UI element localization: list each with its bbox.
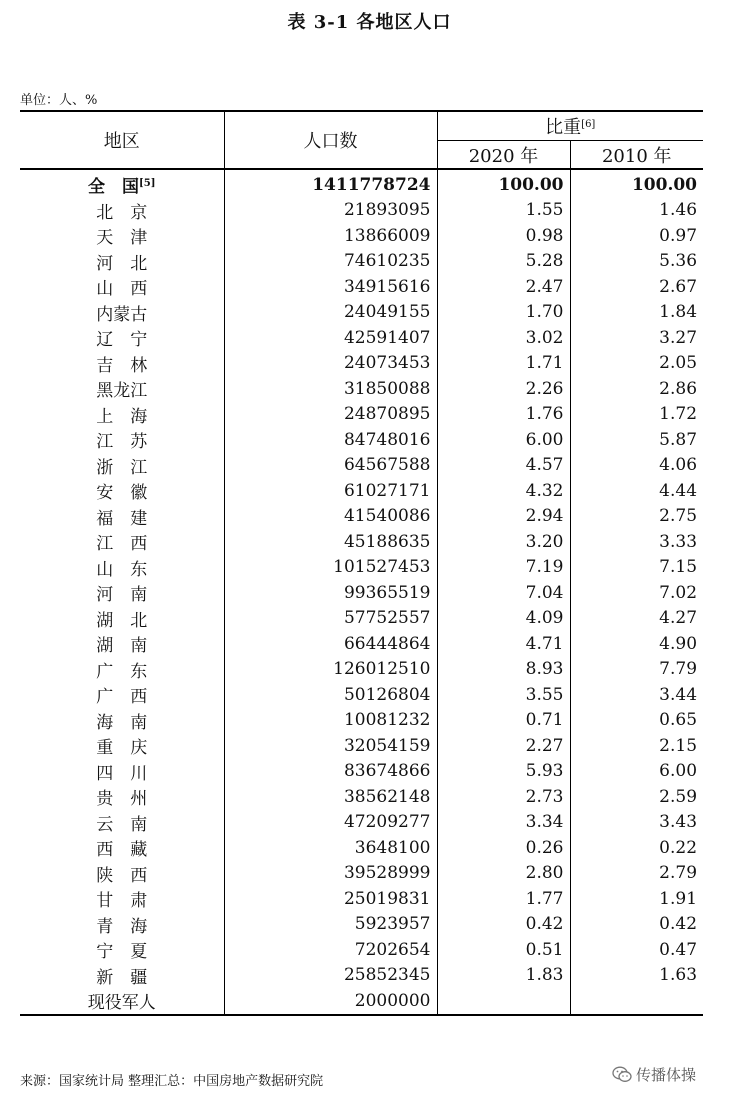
share-2010-cell: 100.00	[631, 174, 698, 195]
region-cell	[20, 657, 224, 683]
region-cell	[20, 402, 224, 428]
share-2020-cell: 0.98	[437, 223, 570, 249]
table-row	[20, 912, 703, 938]
share-2020-cell: 0.71	[437, 708, 570, 734]
population-cell: 24049155	[224, 300, 437, 326]
share-2010-cell: 2.05	[659, 353, 698, 374]
share-2010-cell: 5.36	[659, 251, 698, 272]
population-cell: 13866009	[224, 223, 437, 249]
region-cell	[20, 784, 224, 810]
population-cell: 2000000	[224, 988, 437, 1015]
table-row	[20, 963, 703, 989]
share-2020-cell: 4.57	[437, 453, 570, 479]
population-cell: 7202654	[224, 937, 437, 963]
population-cell: 126012510	[224, 657, 437, 683]
share-2010-cell: 3.33	[659, 531, 698, 552]
share-2020-cell: 4.71	[437, 631, 570, 657]
share-2010-cell: 0.42	[659, 914, 698, 935]
table-row	[20, 988, 703, 1015]
share-2020-cell	[437, 988, 570, 1015]
region-name: 黑龙江	[96, 381, 148, 402]
population-cell: 42591407	[224, 325, 437, 351]
share-2020-cell: 1.76	[437, 402, 570, 428]
population-cell: 24870895	[224, 402, 437, 428]
share-2010-cell: 2.67	[659, 276, 698, 297]
share-2010-cell: 4.90	[659, 633, 698, 654]
region-name: 辽 宁	[96, 330, 148, 351]
share-2020-cell: 2.26	[437, 376, 570, 402]
region-cell	[20, 223, 224, 249]
share-2010-cell: 2.59	[659, 786, 698, 807]
unit-label: 单位：人、%	[20, 93, 98, 108]
share-2010-cell: 4.44	[659, 480, 698, 501]
share-2020-cell: 5.28	[437, 249, 570, 275]
share-2020-cell: 1.55	[437, 198, 570, 224]
share-note: [6]	[581, 119, 596, 130]
table-row	[20, 249, 703, 275]
share-2020-cell: 0.26	[437, 835, 570, 861]
region-name: 贵 州	[96, 789, 148, 810]
population-cell: 61027171	[224, 478, 437, 504]
population-cell: 10081232	[224, 708, 437, 734]
share-2020-cell: 3.02	[437, 325, 570, 351]
region-name: 现役军人	[87, 993, 156, 1014]
share-2010-cell: 0.65	[659, 710, 698, 731]
population-cell: 24073453	[224, 351, 437, 377]
table-row	[20, 376, 703, 402]
region-cell	[20, 325, 224, 351]
table-row	[20, 169, 703, 198]
region-cell	[20, 835, 224, 861]
share-2010-cell: 4.27	[659, 608, 698, 629]
share-2010-cell: 3.44	[659, 684, 698, 705]
population-cell: 41540086	[224, 504, 437, 530]
population-table	[20, 110, 703, 1016]
population-cell: 32054159	[224, 733, 437, 759]
table-row	[20, 861, 703, 887]
share-2020-cell: 2.47	[437, 274, 570, 300]
share-2020-cell: 1.70	[437, 300, 570, 326]
share-2020-cell: 3.34	[437, 810, 570, 836]
table-row	[20, 555, 703, 581]
population-cell: 66444864	[224, 631, 437, 657]
share-2020-cell: 2.73	[437, 784, 570, 810]
share-2020-cell: 3.20	[437, 529, 570, 555]
table-row	[20, 198, 703, 224]
population-cell: 5923957	[224, 912, 437, 938]
region-cell	[20, 376, 224, 402]
table-row	[20, 606, 703, 632]
region-name: 广 西	[96, 687, 148, 708]
share-2010-cell: 2.75	[659, 506, 698, 527]
region-cell	[20, 631, 224, 657]
table-row	[20, 453, 703, 479]
share-2020-cell: 0.42	[437, 912, 570, 938]
region-cell	[20, 963, 224, 989]
table-row	[20, 529, 703, 555]
share-2020-cell: 4.32	[437, 478, 570, 504]
watermark	[612, 1064, 696, 1085]
table-title: 表 3-1 各地区人口	[287, 12, 452, 33]
population-cell: 99365519	[224, 580, 437, 606]
share-2010-cell: 0.97	[659, 225, 698, 246]
region-cell	[20, 274, 224, 300]
region-cell	[20, 580, 224, 606]
share-header	[437, 111, 703, 141]
share-2010-cell: 4.06	[659, 455, 698, 476]
share-2020-cell: 100.00	[437, 169, 570, 198]
population-cell: 83674866	[224, 759, 437, 785]
table-row	[20, 733, 703, 759]
region-cell	[20, 988, 224, 1015]
table-body	[20, 169, 703, 1015]
region-name: 湖 北	[96, 610, 148, 631]
table-row	[20, 937, 703, 963]
table-row	[20, 784, 703, 810]
region-cell	[20, 300, 224, 326]
share-2010-cell: 0.22	[659, 837, 698, 858]
share-2020-cell: 2.94	[437, 504, 570, 530]
share-2010-cell: 1.72	[659, 404, 698, 425]
table-row	[20, 351, 703, 377]
region-cell	[20, 682, 224, 708]
share-2010-cell: 7.79	[659, 659, 698, 680]
table-row	[20, 810, 703, 836]
region-name: 河 北	[96, 253, 148, 274]
share-2010-cell	[570, 988, 703, 1015]
region-cell	[20, 351, 224, 377]
region-name: 吉 林	[96, 355, 148, 376]
share-2020-cell: 6.00	[437, 427, 570, 453]
year-2020-header: 2020 年	[437, 141, 570, 170]
region-cell	[20, 555, 224, 581]
population-cell: 38562148	[224, 784, 437, 810]
region-name: 广 东	[96, 661, 148, 682]
population-cell: 25852345	[224, 963, 437, 989]
share-2020-cell: 2.27	[437, 733, 570, 759]
table-row	[20, 682, 703, 708]
region-name: 西 藏	[96, 840, 148, 861]
table-row	[20, 274, 703, 300]
region-name: 新 疆	[96, 967, 148, 988]
region-header: 地区	[20, 111, 224, 169]
share-2010-cell: 7.02	[659, 582, 698, 603]
share-2010-cell: 6.00	[659, 761, 698, 782]
region-name: 江 西	[96, 534, 148, 555]
population-cell: 50126804	[224, 682, 437, 708]
share-2010-cell: 1.46	[659, 200, 698, 221]
region-name: 天 津	[96, 228, 148, 249]
region-cell	[20, 427, 224, 453]
table-row	[20, 580, 703, 606]
share-2010-cell: 2.79	[659, 863, 698, 884]
share-2010-cell: 3.43	[659, 812, 698, 833]
region-cell	[20, 759, 224, 785]
region-cell	[20, 453, 224, 479]
region-cell	[20, 708, 224, 734]
share-2020-cell: 5.93	[437, 759, 570, 785]
population-cell: 57752557	[224, 606, 437, 632]
population-cell: 25019831	[224, 886, 437, 912]
table-row	[20, 504, 703, 530]
population-cell: 74610235	[224, 249, 437, 275]
total-note: [5]	[139, 178, 156, 190]
region-name: 浙 江	[96, 457, 148, 478]
table-row	[20, 886, 703, 912]
region-name: 山 西	[96, 279, 148, 300]
region-name: 四 川	[96, 763, 148, 784]
share-2020-cell: 1.77	[437, 886, 570, 912]
region-cell	[20, 733, 224, 759]
region-cell	[20, 886, 224, 912]
region-cell	[20, 937, 224, 963]
population-header: 人口数	[224, 111, 437, 169]
region-name: 青 海	[96, 916, 148, 937]
share-2020-cell: 8.93	[437, 657, 570, 683]
population-cell: 1411778724	[224, 169, 437, 198]
population-cell: 64567588	[224, 453, 437, 479]
share-2010-cell: 3.27	[659, 327, 698, 348]
table-row	[20, 835, 703, 861]
region-name: 云 南	[96, 814, 148, 835]
table-row	[20, 402, 703, 428]
share-2020-cell: 3.55	[437, 682, 570, 708]
share-2010-cell: 5.87	[659, 429, 698, 450]
region-name: 重 庆	[96, 738, 148, 759]
share-2020-cell: 7.04	[437, 580, 570, 606]
share-header-label: 比重	[545, 117, 582, 138]
region-cell	[20, 169, 224, 198]
population-cell: 21893095	[224, 198, 437, 224]
region-cell	[20, 504, 224, 530]
watermark-text: 传播体操	[636, 1066, 697, 1084]
share-2020-cell: 2.80	[437, 861, 570, 887]
source-footer: 来源：国家统计局 整理汇总：中国房地产数据研究院	[20, 1074, 324, 1089]
region-name: 全 国	[88, 177, 140, 198]
share-2010-cell: 7.15	[659, 557, 698, 578]
region-name: 海 南	[96, 712, 148, 733]
region-cell	[20, 529, 224, 555]
region-name: 上 海	[96, 406, 148, 427]
table-row	[20, 657, 703, 683]
region-name: 河 南	[96, 585, 148, 606]
population-cell: 45188635	[224, 529, 437, 555]
table-row	[20, 427, 703, 453]
share-2010-cell: 0.47	[659, 939, 698, 960]
population-cell: 3648100	[224, 835, 437, 861]
wechat-icon	[612, 1066, 632, 1083]
table-row	[20, 708, 703, 734]
share-2020-cell: 1.83	[437, 963, 570, 989]
share-2010-cell: 2.15	[659, 735, 698, 756]
region-cell	[20, 198, 224, 224]
population-cell: 101527453	[224, 555, 437, 581]
region-name: 北 京	[96, 202, 148, 223]
region-cell	[20, 249, 224, 275]
region-name: 福 建	[96, 508, 148, 529]
table-row	[20, 325, 703, 351]
share-2020-cell: 4.09	[437, 606, 570, 632]
region-cell	[20, 912, 224, 938]
region-cell	[20, 861, 224, 887]
share-2020-cell: 7.19	[437, 555, 570, 581]
region-name: 江 苏	[96, 432, 148, 453]
region-cell	[20, 606, 224, 632]
region-name: 甘 肃	[96, 891, 148, 912]
region-name: 内蒙古	[96, 304, 148, 325]
table-row	[20, 478, 703, 504]
table-row	[20, 223, 703, 249]
table-header	[20, 111, 703, 169]
share-2020-cell: 1.71	[437, 351, 570, 377]
year-2010-header: 2010 年	[601, 145, 672, 167]
region-name: 山 东	[96, 559, 148, 580]
population-cell: 47209277	[224, 810, 437, 836]
population-cell: 31850088	[224, 376, 437, 402]
region-name: 宁 夏	[96, 942, 148, 963]
share-2010-cell: 1.84	[659, 302, 698, 323]
table-row	[20, 631, 703, 657]
population-cell: 34915616	[224, 274, 437, 300]
population-cell: 84748016	[224, 427, 437, 453]
region-name: 湖 南	[96, 636, 148, 657]
share-2010-cell: 2.86	[659, 378, 698, 399]
share-2010-cell: 1.63	[659, 965, 698, 986]
region-name: 安 徽	[96, 483, 148, 504]
region-cell	[20, 810, 224, 836]
region-name: 陕 西	[96, 865, 148, 886]
table-row	[20, 300, 703, 326]
population-cell: 39528999	[224, 861, 437, 887]
region-cell	[20, 478, 224, 504]
share-2020-cell: 0.51	[437, 937, 570, 963]
share-2010-cell: 1.91	[659, 888, 698, 909]
table-row	[20, 759, 703, 785]
